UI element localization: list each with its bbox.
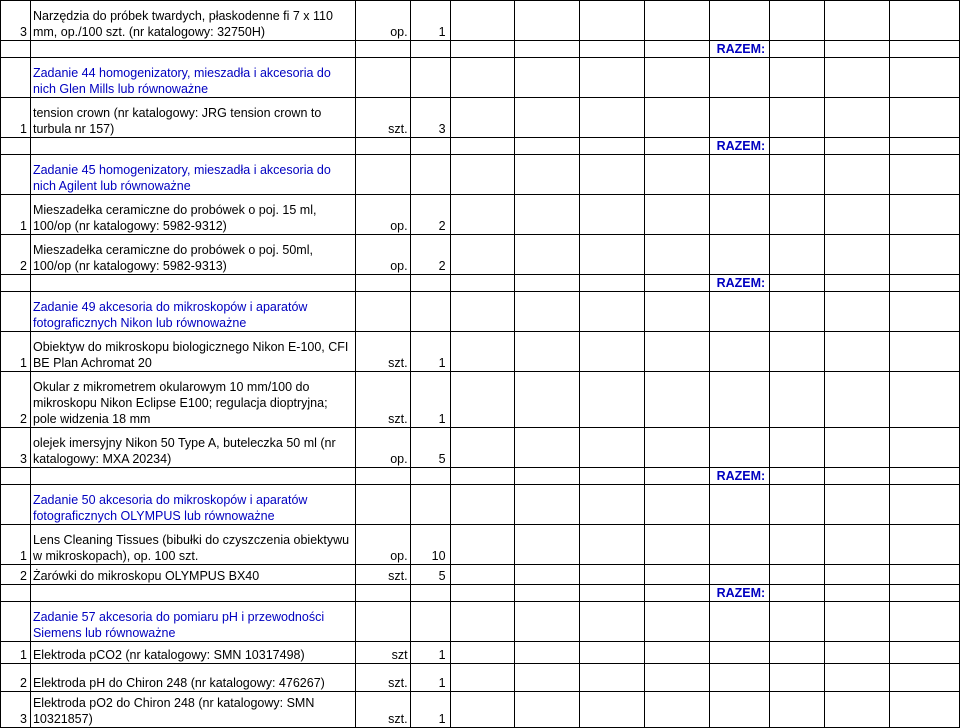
- empty-cell[interactable]: [355, 275, 410, 292]
- empty-cell[interactable]: [890, 642, 960, 664]
- empty-cell[interactable]: [30, 468, 355, 485]
- empty-cell[interactable]: [450, 692, 515, 728]
- empty-cell[interactable]: [890, 332, 960, 372]
- razem-row: [1, 585, 960, 602]
- empty-cell[interactable]: [410, 585, 450, 602]
- empty-cell[interactable]: [355, 468, 410, 485]
- empty-cell[interactable]: [410, 468, 450, 485]
- item-number-cell[interactable]: 2: [1, 565, 31, 585]
- item-description-cell[interactable]: Okular z mikrometrem okularowym 10 mm/100 do mikroskopu Nikon Eclipse E100; regulacja dioptryjna; pole widzenia 18 mm: [30, 372, 355, 428]
- empty-cell[interactable]: [1, 155, 31, 195]
- empty-cell[interactable]: [770, 664, 825, 692]
- item-unit-cell[interactable]: szt.: [355, 372, 410, 428]
- empty-cell[interactable]: [450, 565, 515, 585]
- item-unit-cell[interactable]: szt.: [355, 98, 410, 138]
- empty-cell[interactable]: [825, 372, 890, 428]
- empty-cell[interactable]: [355, 585, 410, 602]
- empty-cell[interactable]: [825, 602, 890, 642]
- empty-cell[interactable]: [890, 1, 960, 41]
- empty-cell[interactable]: [515, 468, 580, 485]
- task-header-row: [1, 58, 960, 98]
- empty-cell[interactable]: [825, 664, 890, 692]
- empty-cell[interactable]: [450, 235, 515, 275]
- item-quantity-cell[interactable]: 1: [410, 692, 450, 728]
- item-description-cell[interactable]: Elektroda pO2 do Chiron 248 (nr katalogowy: SMN 10321857): [30, 692, 355, 728]
- empty-cell[interactable]: [450, 468, 515, 485]
- empty-cell[interactable]: [515, 1, 580, 41]
- empty-cell[interactable]: [410, 275, 450, 292]
- empty-cell[interactable]: [515, 41, 580, 58]
- empty-cell[interactable]: [580, 642, 645, 664]
- empty-cell[interactable]: [890, 485, 960, 525]
- item-description-cell[interactable]: Obiektyw do mikroskopu biologicznego Nikon E-100, CFI BE Plan Achromat 20: [30, 332, 355, 372]
- item-unit-cell[interactable]: op.: [355, 235, 410, 275]
- empty-cell[interactable]: [580, 275, 645, 292]
- empty-cell[interactable]: [580, 138, 645, 155]
- task-header-cell[interactable]: Zadanie 44 homogenizatory, mieszadła i akcesoria do nich Glen Mills lub równoważne: [30, 58, 355, 98]
- item-description-cell[interactable]: Narzędzia do próbek twardych, płaskodenne fi 7 x 110 mm, op./100 szt. (nr katalogowy: 32750H): [30, 1, 355, 41]
- empty-cell[interactable]: [890, 692, 960, 728]
- empty-cell[interactable]: [515, 602, 580, 642]
- razem-row: [1, 138, 960, 155]
- empty-cell[interactable]: [645, 468, 710, 485]
- empty-cell[interactable]: [710, 602, 770, 642]
- empty-cell[interactable]: [515, 155, 580, 195]
- task-header-cell[interactable]: Zadanie 57 akcesoria do pomiaru pH i przewodności Siemens lub równoważne: [30, 602, 355, 642]
- empty-cell[interactable]: [580, 468, 645, 485]
- empty-cell[interactable]: [515, 525, 580, 565]
- item-quantity-cell[interactable]: 1: [410, 1, 450, 41]
- item-row: [1, 642, 960, 664]
- empty-cell[interactable]: [825, 138, 890, 155]
- empty-cell[interactable]: [30, 275, 355, 292]
- empty-cell[interactable]: [580, 235, 645, 275]
- empty-cell[interactable]: [580, 428, 645, 468]
- empty-cell[interactable]: [825, 58, 890, 98]
- item-number-cell[interactable]: 1: [1, 195, 31, 235]
- empty-cell[interactable]: [645, 642, 710, 664]
- razem-label-cell: RAZEM:: [710, 468, 770, 485]
- empty-cell[interactable]: [825, 428, 890, 468]
- item-description-cell[interactable]: Mieszadełka ceramiczne do probówek o poj. 15 ml, 100/op (nr katalogowy: 5982-9312): [30, 195, 355, 235]
- empty-cell[interactable]: [645, 485, 710, 525]
- empty-cell[interactable]: [645, 372, 710, 428]
- empty-cell[interactable]: [355, 485, 410, 525]
- task-header-cell[interactable]: Zadanie 49 akcesoria do mikroskopów i aparatów fotograficznych Nikon lub równoważne: [30, 292, 355, 332]
- empty-cell[interactable]: [645, 41, 710, 58]
- empty-cell[interactable]: [890, 372, 960, 428]
- empty-cell[interactable]: [410, 155, 450, 195]
- empty-cell[interactable]: [515, 332, 580, 372]
- item-row: [1, 664, 960, 692]
- item-description-cell[interactable]: Elektroda pH do Chiron 248 (nr katalogowy: 476267): [30, 664, 355, 692]
- empty-cell[interactable]: [645, 428, 710, 468]
- empty-cell[interactable]: [580, 372, 645, 428]
- empty-cell[interactable]: [825, 565, 890, 585]
- item-quantity-cell[interactable]: 1: [410, 372, 450, 428]
- empty-cell[interactable]: [355, 58, 410, 98]
- item-row: [1, 525, 960, 565]
- empty-cell[interactable]: [515, 58, 580, 98]
- razem-label-cell: RAZEM:: [710, 585, 770, 602]
- empty-cell[interactable]: [890, 525, 960, 565]
- empty-cell[interactable]: [1, 41, 31, 58]
- empty-cell[interactable]: [710, 565, 770, 585]
- empty-cell[interactable]: [410, 138, 450, 155]
- item-quantity-cell[interactable]: 1: [410, 642, 450, 664]
- item-description-cell[interactable]: Lens Cleaning Tissues (bibułki do czyszczenia obiektywu w mikroskopach), op. 100 szt.: [30, 525, 355, 565]
- empty-cell[interactable]: [515, 565, 580, 585]
- empty-cell[interactable]: [580, 41, 645, 58]
- empty-cell[interactable]: [825, 585, 890, 602]
- empty-cell[interactable]: [645, 585, 710, 602]
- empty-cell[interactable]: [450, 155, 515, 195]
- empty-cell[interactable]: [580, 664, 645, 692]
- item-description-cell[interactable]: Mieszadełka ceramiczne do probówek o poj. 50ml, 100/op (nr katalogowy: 5982-9313): [30, 235, 355, 275]
- empty-cell[interactable]: [580, 585, 645, 602]
- empty-cell[interactable]: [450, 485, 515, 525]
- empty-cell[interactable]: [890, 155, 960, 195]
- empty-cell[interactable]: [770, 98, 825, 138]
- item-quantity-cell[interactable]: 2: [410, 195, 450, 235]
- empty-cell[interactable]: [30, 41, 355, 58]
- empty-cell[interactable]: [355, 602, 410, 642]
- empty-cell[interactable]: [825, 468, 890, 485]
- item-row: [1, 1, 960, 41]
- empty-cell[interactable]: [710, 485, 770, 525]
- empty-cell[interactable]: [1, 275, 31, 292]
- item-row: [1, 98, 960, 138]
- item-number-cell[interactable]: 2: [1, 372, 31, 428]
- item-unit-cell[interactable]: szt.: [355, 332, 410, 372]
- empty-cell[interactable]: [890, 292, 960, 332]
- empty-cell[interactable]: [515, 195, 580, 235]
- item-quantity-cell[interactable]: 5: [410, 428, 450, 468]
- item-quantity-cell[interactable]: 1: [410, 664, 450, 692]
- item-unit-cell[interactable]: op.: [355, 428, 410, 468]
- item-unit-cell[interactable]: szt.: [355, 664, 410, 692]
- item-number-cell[interactable]: 2: [1, 664, 31, 692]
- empty-cell[interactable]: [825, 692, 890, 728]
- empty-cell[interactable]: [450, 292, 515, 332]
- empty-cell[interactable]: [890, 428, 960, 468]
- empty-cell[interactable]: [1, 585, 31, 602]
- empty-cell[interactable]: [710, 58, 770, 98]
- empty-cell[interactable]: [645, 58, 710, 98]
- empty-cell[interactable]: [770, 155, 825, 195]
- empty-cell[interactable]: [450, 525, 515, 565]
- empty-cell[interactable]: [710, 292, 770, 332]
- empty-cell[interactable]: [890, 602, 960, 642]
- empty-cell[interactable]: [710, 642, 770, 664]
- razem-label-cell: RAZEM:: [710, 275, 770, 292]
- razem-label-cell: RAZEM:: [710, 138, 770, 155]
- item-row: [1, 692, 960, 728]
- task-header-row: [1, 155, 960, 195]
- empty-cell[interactable]: [515, 292, 580, 332]
- empty-cell[interactable]: [410, 602, 450, 642]
- item-quantity-cell[interactable]: 3: [410, 98, 450, 138]
- empty-cell[interactable]: [645, 602, 710, 642]
- empty-cell[interactable]: [825, 98, 890, 138]
- empty-cell[interactable]: [515, 235, 580, 275]
- empty-cell[interactable]: [580, 332, 645, 372]
- empty-cell[interactable]: [450, 642, 515, 664]
- item-number-cell[interactable]: 2: [1, 235, 31, 275]
- empty-cell[interactable]: [770, 565, 825, 585]
- empty-cell[interactable]: [710, 428, 770, 468]
- empty-cell[interactable]: [770, 585, 825, 602]
- empty-cell[interactable]: [825, 292, 890, 332]
- item-unit-cell[interactable]: szt.: [355, 565, 410, 585]
- empty-cell[interactable]: [645, 235, 710, 275]
- empty-cell[interactable]: [515, 428, 580, 468]
- empty-cell[interactable]: [645, 275, 710, 292]
- empty-cell[interactable]: [770, 372, 825, 428]
- item-number-cell[interactable]: 1: [1, 642, 31, 664]
- empty-cell[interactable]: [770, 332, 825, 372]
- item-number-cell[interactable]: 3: [1, 428, 31, 468]
- empty-cell[interactable]: [710, 692, 770, 728]
- empty-cell[interactable]: [825, 642, 890, 664]
- empty-cell[interactable]: [890, 58, 960, 98]
- empty-cell[interactable]: [580, 692, 645, 728]
- empty-cell[interactable]: [770, 485, 825, 525]
- item-quantity-cell[interactable]: 2: [410, 235, 450, 275]
- empty-cell[interactable]: [1, 485, 31, 525]
- empty-cell[interactable]: [710, 155, 770, 195]
- empty-cell[interactable]: [645, 664, 710, 692]
- empty-cell[interactable]: [710, 195, 770, 235]
- empty-cell[interactable]: [710, 1, 770, 41]
- empty-cell[interactable]: [825, 275, 890, 292]
- item-quantity-cell[interactable]: 10: [410, 525, 450, 565]
- empty-cell[interactable]: [770, 428, 825, 468]
- empty-cell[interactable]: [515, 585, 580, 602]
- item-number-cell[interactable]: 3: [1, 1, 31, 41]
- empty-cell[interactable]: [515, 642, 580, 664]
- empty-cell[interactable]: [1, 138, 31, 155]
- empty-cell[interactable]: [645, 692, 710, 728]
- empty-cell[interactable]: [890, 138, 960, 155]
- empty-cell[interactable]: [580, 195, 645, 235]
- empty-cell[interactable]: [770, 525, 825, 565]
- empty-cell[interactable]: [515, 372, 580, 428]
- item-row: [1, 332, 960, 372]
- empty-cell[interactable]: [580, 58, 645, 98]
- empty-cell[interactable]: [770, 642, 825, 664]
- empty-cell[interactable]: [770, 292, 825, 332]
- task-header-cell[interactable]: Zadanie 45 homogenizatory, mieszadła i akcesoria do nich Agilent lub równoważne: [30, 155, 355, 195]
- empty-cell[interactable]: [515, 138, 580, 155]
- empty-cell[interactable]: [450, 1, 515, 41]
- empty-cell[interactable]: [890, 468, 960, 485]
- empty-cell[interactable]: [450, 138, 515, 155]
- empty-cell[interactable]: [515, 485, 580, 525]
- empty-cell[interactable]: [645, 292, 710, 332]
- razem-row: [1, 41, 960, 58]
- empty-cell[interactable]: [580, 602, 645, 642]
- empty-cell[interactable]: [710, 372, 770, 428]
- item-description-cell[interactable]: tension crown (nr katalogowy: JRG tension crown to turbula nr 157): [30, 98, 355, 138]
- empty-cell[interactable]: [355, 138, 410, 155]
- empty-cell[interactable]: [410, 41, 450, 58]
- item-row: [1, 235, 960, 275]
- empty-cell[interactable]: [825, 485, 890, 525]
- empty-cell[interactable]: [450, 664, 515, 692]
- empty-cell[interactable]: [645, 332, 710, 372]
- empty-cell[interactable]: [890, 41, 960, 58]
- item-number-cell[interactable]: 1: [1, 98, 31, 138]
- empty-cell[interactable]: [645, 138, 710, 155]
- empty-cell[interactable]: [450, 585, 515, 602]
- item-row: [1, 195, 960, 235]
- razem-row: [1, 275, 960, 292]
- empty-cell[interactable]: [450, 602, 515, 642]
- empty-cell[interactable]: [710, 98, 770, 138]
- empty-cell[interactable]: [825, 332, 890, 372]
- item-number-cell[interactable]: 1: [1, 332, 31, 372]
- empty-cell[interactable]: [1, 58, 31, 98]
- empty-cell[interactable]: [890, 98, 960, 138]
- empty-cell[interactable]: [770, 1, 825, 41]
- empty-cell[interactable]: [580, 525, 645, 565]
- empty-cell[interactable]: [645, 565, 710, 585]
- empty-cell[interactable]: [770, 138, 825, 155]
- empty-cell[interactable]: [515, 98, 580, 138]
- task-header-row: [1, 602, 960, 642]
- empty-cell[interactable]: [450, 195, 515, 235]
- empty-cell[interactable]: [450, 275, 515, 292]
- empty-cell[interactable]: [580, 155, 645, 195]
- item-row: [1, 372, 960, 428]
- empty-cell[interactable]: [710, 235, 770, 275]
- empty-cell[interactable]: [1, 292, 31, 332]
- empty-cell[interactable]: [580, 565, 645, 585]
- empty-cell[interactable]: [580, 1, 645, 41]
- empty-cell[interactable]: [515, 692, 580, 728]
- item-unit-cell[interactable]: szt: [355, 642, 410, 664]
- empty-cell[interactable]: [410, 58, 450, 98]
- empty-cell[interactable]: [645, 98, 710, 138]
- item-description-cell[interactable]: Żarówki do mikroskopu OLYMPUS BX40: [30, 565, 355, 585]
- empty-cell[interactable]: [770, 41, 825, 58]
- empty-cell[interactable]: [770, 235, 825, 275]
- empty-cell[interactable]: [410, 292, 450, 332]
- empty-cell[interactable]: [450, 372, 515, 428]
- empty-cell[interactable]: [645, 155, 710, 195]
- empty-cell[interactable]: [710, 525, 770, 565]
- item-number-cell[interactable]: 1: [1, 525, 31, 565]
- item-description-cell[interactable]: olejek imersyjny Nikon 50 Type A, buteleczka 50 ml (nr katalogowy: MXA 20234): [30, 428, 355, 468]
- empty-cell[interactable]: [890, 664, 960, 692]
- empty-cell[interactable]: [770, 602, 825, 642]
- empty-cell[interactable]: [1, 602, 31, 642]
- empty-cell[interactable]: [770, 195, 825, 235]
- task-header-row: [1, 485, 960, 525]
- empty-cell[interactable]: [825, 1, 890, 41]
- empty-cell[interactable]: [890, 585, 960, 602]
- razem-row: [1, 468, 960, 485]
- task-header-cell[interactable]: Zadanie 50 akcesoria do mikroskopów i aparatów fotograficznych OLYMPUS lub równoważne: [30, 485, 355, 525]
- empty-cell[interactable]: [770, 58, 825, 98]
- task-header-row: [1, 292, 960, 332]
- item-row: [1, 565, 960, 585]
- empty-cell[interactable]: [825, 155, 890, 195]
- empty-cell[interactable]: [355, 155, 410, 195]
- empty-cell[interactable]: [770, 275, 825, 292]
- empty-cell[interactable]: [710, 664, 770, 692]
- empty-cell[interactable]: [515, 664, 580, 692]
- empty-cell[interactable]: [710, 332, 770, 372]
- empty-cell[interactable]: [645, 1, 710, 41]
- empty-cell[interactable]: [645, 525, 710, 565]
- item-description-cell[interactable]: Elektroda pCO2 (nr katalogowy: SMN 10317498): [30, 642, 355, 664]
- empty-cell[interactable]: [30, 138, 355, 155]
- empty-cell[interactable]: [890, 565, 960, 585]
- empty-cell[interactable]: [770, 468, 825, 485]
- empty-cell[interactable]: [515, 275, 580, 292]
- item-unit-cell[interactable]: op.: [355, 195, 410, 235]
- item-quantity-cell[interactable]: 5: [410, 565, 450, 585]
- empty-cell[interactable]: [890, 275, 960, 292]
- empty-cell[interactable]: [580, 485, 645, 525]
- empty-cell[interactable]: [450, 98, 515, 138]
- razem-label-cell: RAZEM:: [710, 41, 770, 58]
- empty-cell[interactable]: [825, 235, 890, 275]
- empty-cell[interactable]: [770, 692, 825, 728]
- empty-cell[interactable]: [580, 292, 645, 332]
- empty-cell[interactable]: [890, 195, 960, 235]
- empty-cell[interactable]: [450, 332, 515, 372]
- sheet-body: [1, 1, 960, 728]
- empty-cell[interactable]: [890, 235, 960, 275]
- empty-cell[interactable]: [1, 468, 31, 485]
- empty-cell[interactable]: [580, 98, 645, 138]
- empty-cell[interactable]: [450, 428, 515, 468]
- item-unit-cell[interactable]: op.: [355, 525, 410, 565]
- empty-cell[interactable]: [355, 41, 410, 58]
- empty-cell[interactable]: [825, 525, 890, 565]
- empty-cell[interactable]: [450, 41, 515, 58]
- empty-cell[interactable]: [825, 41, 890, 58]
- empty-cell[interactable]: [645, 195, 710, 235]
- empty-cell[interactable]: [450, 58, 515, 98]
- item-row: [1, 428, 960, 468]
- empty-cell[interactable]: [825, 195, 890, 235]
- empty-cell[interactable]: [355, 292, 410, 332]
- item-quantity-cell[interactable]: 1: [410, 332, 450, 372]
- item-unit-cell[interactable]: szt.: [355, 692, 410, 728]
- item-number-cell[interactable]: 3: [1, 692, 31, 728]
- empty-cell[interactable]: [30, 585, 355, 602]
- empty-cell[interactable]: [410, 485, 450, 525]
- item-unit-cell[interactable]: op.: [355, 1, 410, 41]
